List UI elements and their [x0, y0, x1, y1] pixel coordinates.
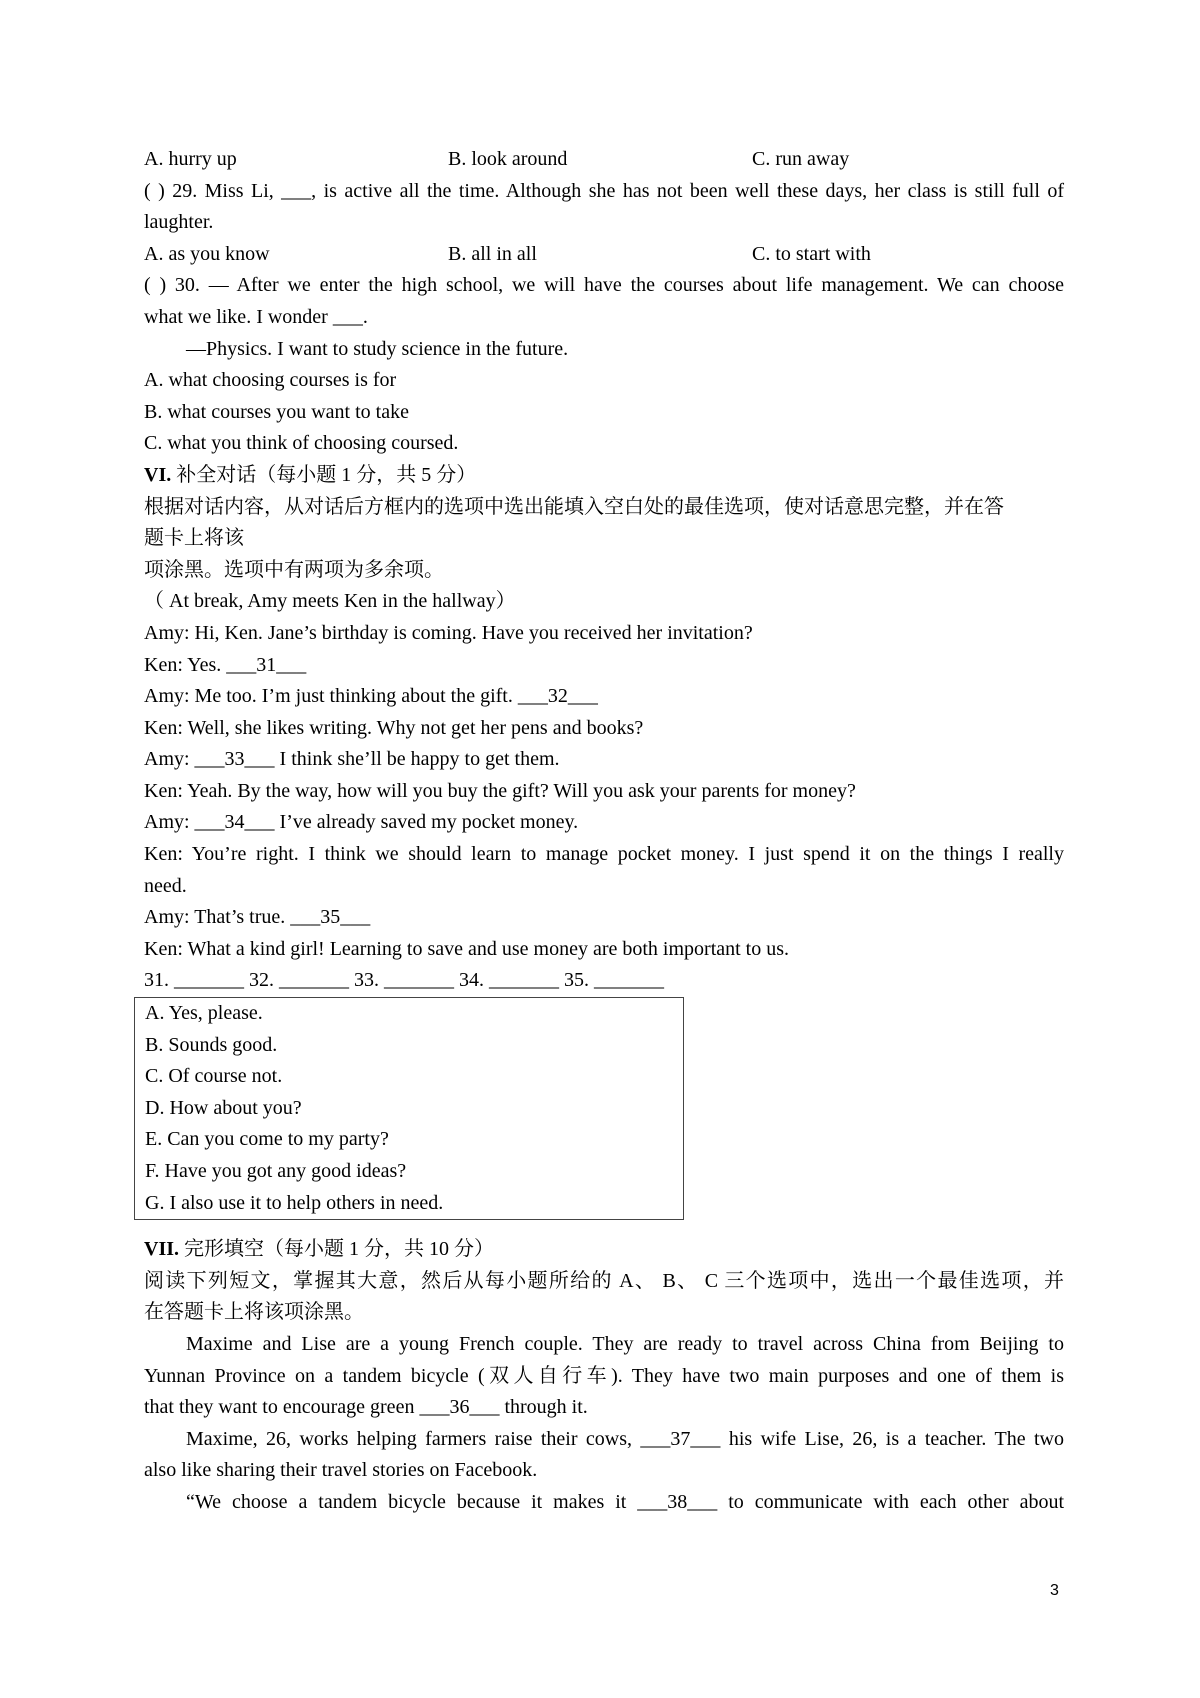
passage-line: “We choose a tandem bicycle because it makes it ___38___ to communicate with each other about — [186, 1490, 1064, 1513]
dialogue-line: Amy: Me too. I’m just thinking about the gift. ___32___ — [144, 685, 598, 708]
q30-reply: —Physics. I want to study science in the future. — [186, 337, 569, 360]
section6-number: VI. — [144, 463, 172, 486]
dialogue-line: Ken: Yes. ___31___ — [144, 653, 307, 676]
dialogue-line: need. — [144, 874, 187, 897]
q28-option-c: C. run away — [752, 148, 850, 170]
passage-line: also like sharing their travel stories on Facebook. — [144, 1459, 538, 1482]
q30-option-a: A. what choosing courses is for — [144, 369, 397, 392]
section7-heading — [144, 1234, 1064, 1266]
q29-stem-line2: laughter. — [144, 211, 214, 234]
passage-line: Maxime and Lise are a young French couple. They are ready to travel across China from Beijing to — [186, 1332, 1064, 1355]
dialogue-scene: （ At break, Amy meets Ken in the hallway） — [144, 590, 516, 613]
section7-title: 完形填空（每小题 1 分，共 10 分） — [184, 1238, 495, 1261]
dialogue-line: Ken: Yeah. By the way, how will you buy the gift? Will you ask your parents for money? — [144, 779, 856, 802]
q30-option-c: C. what you think of choosing coursed. — [144, 432, 459, 455]
option-item: C. Of course not. — [145, 1065, 283, 1088]
passage-line: that they want to encourage green ___36___ through it. — [144, 1396, 588, 1419]
passage-line: Maxime, 26, works helping farmers raise their cows, ___37___ his wife Lise, 26, is a teacher. The two — [186, 1427, 1064, 1450]
q28-option-a: A. hurry up — [144, 148, 237, 170]
section7-instruction-line1: 阅读下列短文，掌握其大意，然后从每小题所给的 A、 B、 C 三个选项中，选出一个最佳选项，并 — [144, 1269, 1064, 1292]
answer-blanks-line: 31. _______ 32. _______ 33. _______ 34. _______ 35. _______ — [144, 969, 664, 992]
q29-option-c: C. to start with — [752, 242, 871, 265]
page-content — [144, 144, 1064, 1519]
option-item: A. Yes, please. — [145, 1002, 263, 1025]
dialogue-line: Amy: Hi, Ken. Jane’s birthday is coming. Have you received her invitation? — [144, 621, 753, 644]
q28-option-b: B. look around — [448, 148, 568, 170]
q29-stem-line1: ( ) 29. Miss Li, ___, is active all the time. Although she has not been well these days, her class is still full of — [144, 179, 1064, 202]
dialogue-line: Ken: Well, she likes writing. Why not get her pens and books? — [144, 716, 644, 739]
spacer — [144, 1220, 1064, 1234]
q30-stem-line1: ( ) 30. — After we enter the high school, we will have the courses about life management. We can choose — [144, 274, 1064, 297]
section6-heading — [144, 460, 1064, 492]
option-item: B. Sounds good. — [145, 1033, 278, 1056]
option-item: F. Have you got any good ideas? — [145, 1160, 407, 1182]
section6-instruction-line1: 根据对话内容，从对话后方框内的选项中选出能填入空白处的最佳选项，使对话意思完整，并在答 — [144, 495, 1004, 518]
option-item: E. Can you come to my party? — [145, 1128, 389, 1151]
q28-options — [144, 144, 1064, 176]
q29-option-a: A. as you know — [144, 242, 270, 265]
q29-options — [144, 239, 1064, 271]
section7-number: VII. — [144, 1238, 180, 1261]
dialogue-line: Ken: What a kind girl! Learning to save and use money are both important to us. — [144, 937, 790, 960]
section6-title: 补全对话（每小题 1 分，共 5 分） — [176, 463, 477, 486]
dialogue-line: Ken: You’re right. I think we should learn to manage pocket money. I just spend it on the things I really — [144, 843, 1064, 866]
passage-line: Yunnan Province on a tandem bicycle (双人自行车). They have two main purposes and one of them is — [144, 1364, 1064, 1387]
section6-instruction-line2: 题卡上将该 — [144, 527, 244, 550]
dialogue-line: Amy: ___33___ I think she’ll be happy to get them. — [144, 748, 560, 771]
section6-instruction-line3: 项涂黑。选项中有两项为多余项。 — [144, 558, 444, 581]
dialogue-line: Amy: That’s true. ___35___ — [144, 906, 371, 929]
dialogue-line: Amy: ___34___ I’ve already saved my pocket money. — [144, 811, 579, 834]
q30-option-b: B. what courses you want to take — [144, 400, 409, 423]
q29-option-b: B. all in all — [448, 242, 537, 265]
option-item: G. I also use it to help others in need. — [145, 1191, 444, 1214]
section7-instruction-line2: 在答题卡上将该项涂黑。 — [144, 1301, 364, 1324]
page-number: 3 — [1050, 1582, 1059, 1599]
option-item: D. How about you? — [145, 1096, 302, 1119]
q30-stem-line2: what we like. I wonder ___. — [144, 305, 368, 328]
options-box — [134, 997, 684, 1220]
